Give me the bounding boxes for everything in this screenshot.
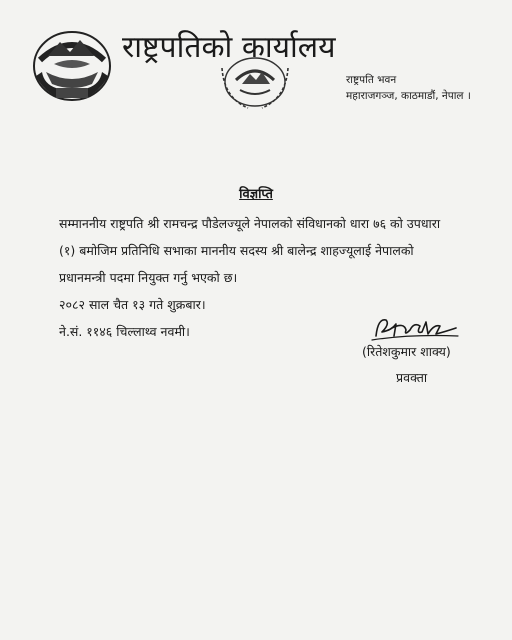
address-line-1: राष्ट्रपति भवन [346, 74, 397, 86]
notice-date [59, 291, 206, 345]
notice-body [59, 210, 489, 291]
signatory-title: प्रवक्ता [396, 370, 428, 385]
signatory-name: (रितेशकुमार शाक्य) [362, 344, 451, 359]
national-emblem-icon [30, 26, 114, 104]
handwritten-signature-icon [370, 310, 460, 346]
body-line-2: (१) बमोजिम प्रतिनिधि सभाका माननीय सदस्य श्री बालेन्द्र शाहज्यूलाई नेपालको [59, 243, 414, 258]
office-address [346, 72, 471, 104]
date-line-2: ने.सं. ११४६ चिल्लाथ्व नवमी। [59, 324, 190, 339]
date-line-1: २०८२ साल चैत १३ गते शुक्रबार। [59, 297, 206, 312]
office-stamp-icon [214, 50, 296, 110]
notice-title [0, 184, 512, 202]
body-line-3: प्रधानमन्त्री पदमा नियुक्त गर्नु भएको छ। [59, 270, 238, 285]
notice-title-text: विज्ञप्ति [239, 187, 273, 202]
body-line-1: सम्माननीय राष्ट्रपति श्री रामचन्द्र पौडेलज्यूले नेपालको संविधानको धारा ७६ को उपधारा [59, 216, 441, 231]
office-title: राष्ट्रपतिको कार्यालय [122, 30, 336, 65]
address-line-2: महाराजगञ्ज, काठमाडौं, नेपाल । [346, 90, 471, 102]
